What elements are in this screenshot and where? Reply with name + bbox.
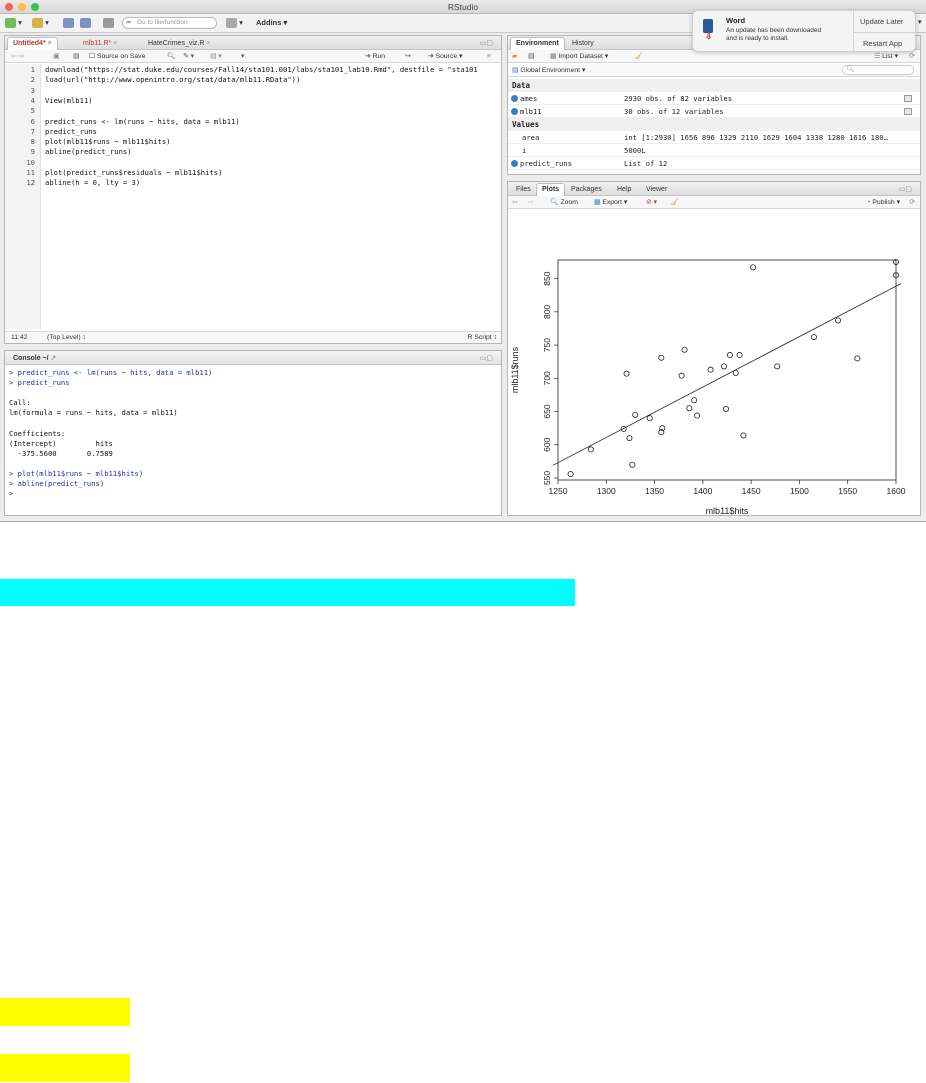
code-line[interactable]: predict_runs [45,126,97,136]
maximize-pane-icon[interactable]: ▭▢ [479,40,493,47]
expand-icon[interactable] [511,160,518,167]
update-notification [692,10,916,52]
x-tick-label: 1300 [596,486,616,496]
data-point [750,265,755,270]
yellow-highlight-bar-2 [0,1054,130,1082]
tab-viewer[interactable]: Viewer [646,186,668,193]
env-row-data[interactable] [508,105,920,118]
source-editor-pane [4,35,502,344]
environment-pane [507,35,921,175]
x-tick-label: 1450 [741,486,761,496]
data-point [633,412,638,417]
y-tick-label: 700 [542,371,552,386]
x-tick-label: 1400 [693,486,713,496]
data-point [627,436,632,441]
data-point [647,416,652,421]
env-var-name: ames [520,94,538,103]
outline-icon[interactable]: ≡ [487,53,491,60]
env-row-data[interactable] [508,92,920,105]
line-number: 8 [30,137,35,147]
env-var-value: 2930 obs. of 82 variables [624,94,733,103]
data-point [692,398,697,403]
console-line: > predict_runs <- lm(runs ~ hits, data = mlb11) [9,368,213,377]
code-line[interactable]: abline(h = 0, lty = 3) [45,178,141,188]
window-title: RStudio [447,2,479,12]
data-point [568,471,573,476]
data-point [694,413,699,418]
export-button[interactable]: ▦ Export ▾ [594,199,628,206]
data-point [708,367,713,372]
console-line: Call: [9,398,31,408]
console-line: > predict_runs [9,378,70,388]
console-line: > [9,489,18,499]
y-tick-label: 650 [542,404,552,419]
save-file-icon[interactable]: ▤ [73,53,80,60]
console-line: > plot(mlb11$runs ~ mlb11$hits) [9,469,144,478]
new-file-icon[interactable]: ▾ [5,17,22,29]
tab-packages[interactable]: Packages [571,186,602,193]
data-point [775,364,780,369]
y-tick-label: 750 [542,337,552,353]
arrow-icon: ↗ [50,355,57,362]
data-point [811,335,816,340]
notification-app-name: Word [726,16,746,25]
maximize-console-icon[interactable]: ▭▢ [479,355,493,362]
refresh-plot-icon[interactable]: ⟳ [909,199,915,206]
code-line[interactable]: load(url("http://www.openintro.org/stat/data/mlb11.RData")) [45,75,301,85]
expand-icon[interactable] [511,108,518,115]
env-var-name: area [522,133,540,142]
line-number: 7 [30,126,35,136]
env-row-value[interactable] [508,144,920,157]
y-tick-label: 800 [542,304,552,319]
rstudio-window [0,0,926,522]
scope-selector[interactable]: (Top Level) ↕ [47,334,86,341]
console-tabbar [5,351,501,365]
x-axis-label: mlb11$hits [705,506,749,515]
compile-report-icon[interactable]: ▤ ▾ [210,53,222,60]
line-number: 9 [30,147,35,157]
editor-tabbar [5,36,501,50]
code-line[interactable]: abline(predict_runs) [45,147,132,157]
show-in-window-icon[interactable]: ▣ [53,53,60,60]
tab-mlb11[interactable]: mlb11.R* × [83,40,118,47]
wand-icon[interactable]: ✎ ▾ [183,53,194,60]
data-point [737,352,742,357]
console-line: > abline(predict_runs) [9,479,105,489]
console-title: Console ~/ ↗ [13,355,57,362]
env-section-values: Values [508,118,920,131]
env-var-name: i [522,146,527,155]
tab-hatecrimes[interactable]: HateCrimes_viz.R × [148,40,211,47]
source-on-save-checkbox[interactable]: ☐ Source on Save [89,53,146,60]
back-forward-icon[interactable]: ⇦ ⇨ [11,53,25,60]
zoom-window-button[interactable] [31,3,39,11]
close-window-button[interactable] [5,3,13,11]
code-line[interactable]: download("https://stat.duke.edu/courses/Fall14/sta101.001/labs/sta101_lab10.Rmd", destfile = "sta101 [45,65,478,74]
data-point [855,356,860,361]
tab-plots[interactable]: Plots [536,183,565,196]
data-point [727,352,732,357]
env-var-value: 30 obs. of 12 variables [624,107,724,116]
console-line: -375.5600 0.7589 [9,448,113,458]
line-number: 12 [26,178,35,188]
cursor-position: 11:42 [11,334,28,341]
plots-tabbar [508,182,920,196]
y-tick-label: 850 [542,271,552,286]
expand-icon[interactable] [511,95,518,102]
x-tick-label: 1550 [838,486,858,496]
scatter-plot [508,210,920,515]
data-point [630,462,635,467]
previous-plot-icon[interactable]: ⇦ [512,199,518,206]
line-number: 2 [30,75,35,85]
refresh-icon[interactable]: ⟳ [909,53,915,60]
list-view-toggle[interactable]: ☰ List ▾ [874,53,898,60]
data-point [733,370,738,375]
console-line: Coefficients: [9,428,66,438]
broom-icon[interactable]: 🧹︎ [634,53,643,60]
scope-bar [508,64,920,77]
line-number: 6 [30,116,35,126]
line-number: 4 [30,95,35,105]
tab-help[interactable]: Help [617,186,632,193]
print-icon[interactable] [103,17,114,29]
code-line[interactable]: plot(mlb11$runs ~ mlb11$hits) [45,137,171,147]
line-number-gutter [5,64,41,329]
x-tick-label: 1350 [645,486,665,496]
global-environment-selector[interactable]: ▤ Global Environment ▾ [512,67,586,74]
data-point [723,406,728,411]
tab-history[interactable]: History [572,40,594,47]
env-var-value: int [1:2930] 1656 896 1329 2110 1629 1604 1338 1280 1616 180… [624,133,888,142]
regression-line [553,284,901,466]
x-tick-label: 1500 [789,486,809,496]
view-data-grid-icon[interactable] [904,108,912,115]
line-number: 3 [30,85,35,95]
tab-environment[interactable]: Environment [510,37,565,50]
data-point [679,373,684,378]
next-plot-icon[interactable]: ⇨ [528,199,534,206]
data-point [659,355,664,360]
save-workspace-icon[interactable]: ▤ [528,53,535,60]
editor-statusbar [5,331,501,343]
line-number: 5 [30,106,35,116]
console-pane [4,350,502,516]
plots-toolbar [508,196,920,209]
editor-toolbar [5,50,501,63]
download-badge-icon: ⇩ [705,31,713,41]
data-point [682,347,687,352]
env-var-name: mlb11 [520,107,542,116]
run-button[interactable]: ➜ Run [365,53,386,60]
new-project-icon[interactable]: ▾ [32,17,49,29]
save-all-icon[interactable] [80,17,91,29]
minimize-window-button[interactable] [18,3,26,11]
notification-message-2: and is ready to install. [726,35,789,42]
env-row-value[interactable] [508,157,920,170]
notification-options-icon[interactable]: ▾ [918,19,922,26]
code-line[interactable]: View(mlb11) [45,95,93,105]
save-icon[interactable] [63,17,74,29]
console-line: (Intercept) hits [9,438,113,448]
data-point [722,364,727,369]
plots-pane [507,181,921,516]
env-var-value: List of 12 [624,159,668,168]
rerun-icon[interactable]: ↪ [405,53,411,60]
console-line: lm(formula = runs ~ hits, data = mlb11) [9,408,178,418]
zoom-button[interactable]: 🔍︎ Zoom [550,199,578,206]
data-point [588,447,593,452]
import-dataset-button[interactable]: ▦ Import Dataset ▾ [550,53,609,60]
remove-plot-icon[interactable]: ⊘ ▾ [646,199,657,206]
addins-menu[interactable]: Addins ▾ [256,18,288,27]
arrow-icon: ➦ [126,19,132,26]
plot-frame [558,260,896,480]
goto-placeholder: Go to file/function [137,19,188,26]
environment-search-input[interactable]: 🔍︎ [842,65,914,75]
env-section-data: Data [508,79,920,92]
clear-plots-icon[interactable]: 🧹︎ [670,199,679,206]
restart-app-button[interactable]: Restart App [863,39,903,48]
notification-message-1: An update has been downloaded [726,27,822,34]
env-var-name: predict_runs [520,159,572,168]
open-folder-icon[interactable]: ▰ [512,53,518,60]
data-point [687,406,692,411]
data-point [741,433,746,438]
file-type-selector[interactable]: R Script ↕ [467,334,497,341]
y-tick-label: 600 [542,437,552,452]
tab-untitled4[interactable]: Untitled4* × [7,37,58,50]
search-icon[interactable]: 🔍︎ [167,53,176,60]
env-var-value: 5000L [624,146,646,155]
x-tick-label: 1250 [548,486,568,496]
publish-button[interactable]: ◔ Publish ▾ [866,199,900,206]
source-button[interactable]: ➜ Source ▾ [428,53,463,60]
code-line[interactable]: plot(predict_runs$residuals ~ mlb11$hits) [45,168,223,177]
x-tick-label: 1600 [886,486,906,496]
tab-files[interactable]: Files [516,186,531,193]
env-row-value[interactable] [508,131,920,144]
code-line[interactable]: predict_runs <- lm(runs ~ hits, data = mlb11) [45,116,240,126]
pane-layout-icon[interactable]: ▾ [226,17,243,29]
more-options-icon[interactable]: ▾ [241,53,245,60]
goto-file-input[interactable] [122,17,217,29]
view-data-grid-icon[interactable] [904,95,912,102]
data-point [624,371,629,376]
cyan-highlight-bar [0,579,575,606]
y-tick-label: 550 [542,470,552,486]
line-number: 10 [26,157,35,167]
line-number: 1 [30,65,35,74]
maximize-plots-icon[interactable]: ▭▢ [898,186,912,193]
line-number: 11 [26,168,35,177]
data-point [835,318,840,323]
yellow-highlight-bar-1 [0,998,130,1026]
update-later-button[interactable]: Update Later [860,17,904,26]
y-axis-label: mlb11$runs [510,346,520,394]
